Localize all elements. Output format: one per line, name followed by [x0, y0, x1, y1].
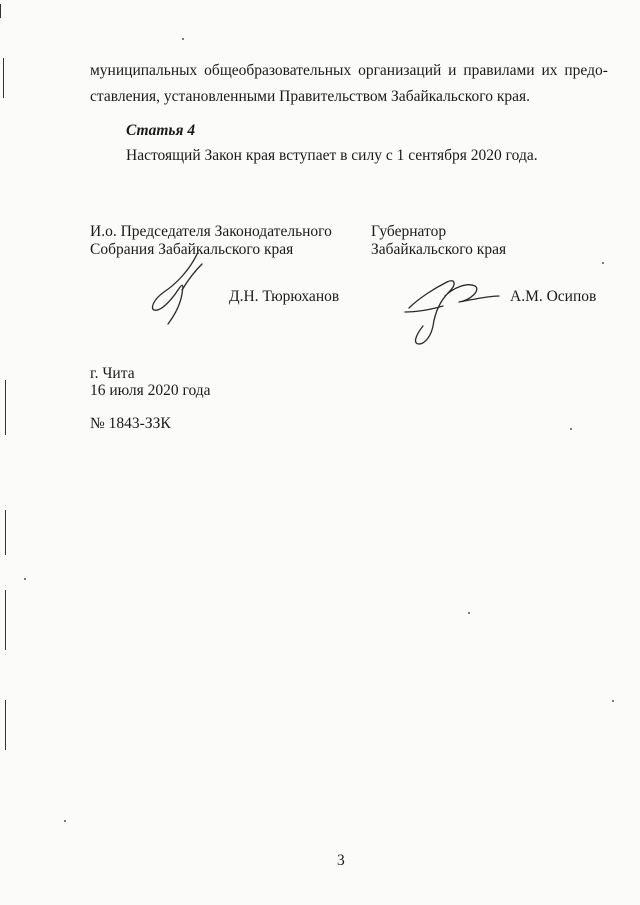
body-text-line: муниципальных общеобразовательных организаций и правилами их предо-: [90, 62, 608, 79]
left-signature: [140, 250, 230, 330]
document-number: № 1843-ЗЗК: [90, 415, 171, 432]
right-signatory-name: А.М. Осипов: [510, 288, 597, 305]
page-number: 3: [337, 852, 345, 869]
scan-edge-mark: [3, 58, 4, 98]
scan-speck: [468, 612, 470, 614]
scan-edge-mark: [5, 380, 6, 435]
right-signature: [395, 272, 505, 352]
article-title: Статья 4: [126, 122, 196, 139]
scan-speck: [24, 578, 26, 580]
document-date: 16 июля 2020 года: [90, 382, 211, 399]
scan-speck: [612, 700, 614, 702]
body-text-line: ставления, установленными Правительством Забайкальского края.: [90, 88, 531, 105]
scan-speck: [182, 38, 184, 40]
scan-edge-mark: [0, 4, 1, 18]
scan-speck: [602, 262, 604, 264]
right-signatory-position: Забайкальского края: [371, 241, 507, 258]
scan-edge-mark: [5, 590, 6, 650]
left-signatory-position: Собрания Забайкальского края: [90, 241, 294, 258]
scan-speck: [570, 428, 572, 430]
left-signatory-name: Д.Н. Тюрюханов: [229, 288, 340, 305]
scan-edge-mark: [5, 700, 6, 750]
article-text: Настоящий Закон края вступает в силу с 1 сентября 2020 года.: [126, 147, 538, 164]
scan-speck: [64, 820, 66, 822]
left-signatory-position: И.о. Председателя Законодательного: [90, 223, 332, 240]
document-city: г. Чита: [90, 365, 135, 382]
right-signatory-position: Губернатор: [371, 223, 447, 240]
scan-edge-mark: [5, 510, 6, 555]
